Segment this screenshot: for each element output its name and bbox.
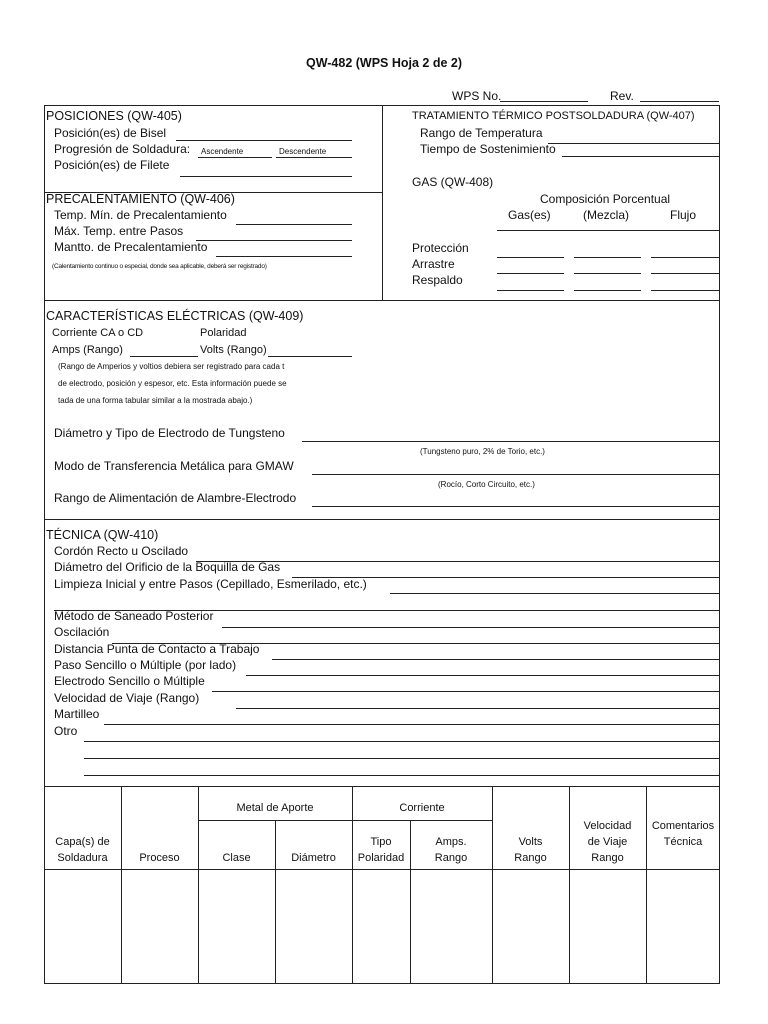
gas-backing-gases-field[interactable] xyxy=(497,290,564,291)
current-label: Corriente CA o CD xyxy=(52,327,144,339)
preheat-min-temp-label: Temp. Mín. de Precalentamiento xyxy=(54,208,227,222)
gas-heading: GAS (QW-408) xyxy=(412,175,494,189)
electrical-heading: CARACTERÍSTICAS ELÉCTRICAS (QW-409) xyxy=(46,309,304,323)
max-interpass-field[interactable] xyxy=(196,240,352,241)
gas-row-shielding: Protección xyxy=(412,241,469,255)
descending-field[interactable] xyxy=(276,157,352,158)
volts-label: Volts (Rango) xyxy=(200,344,267,356)
technique-travel-speed-field[interactable] xyxy=(212,691,719,692)
gas-backing-mix-field[interactable] xyxy=(574,290,641,291)
preheat-maintenance-field[interactable] xyxy=(216,256,352,257)
pwht-hold-time-label: Tiempo de Sostenimiento xyxy=(420,142,556,156)
amps-label: Amps (Rango) xyxy=(52,344,123,356)
divider-table xyxy=(44,786,720,787)
max-interpass-label: Máx. Temp. entre Pasos xyxy=(54,224,184,238)
rev-label: Rev. xyxy=(610,89,634,103)
table-header-speed-2: de Viaje xyxy=(587,836,628,848)
tungsten-note: (Tungsteno puro, 2% de Torio, etc.) xyxy=(420,447,545,456)
table-header-process: Proceso xyxy=(139,852,180,864)
electrical-note-line3: tada de una forma tabular similar a la mostrada abajo.) xyxy=(58,396,253,405)
technique-electrode-label: Electrodo Sencillo o Múltiple xyxy=(54,674,205,688)
technique-other-label: Otro xyxy=(54,724,78,738)
gas-shielding-flow-field[interactable] xyxy=(651,257,719,258)
table-header-layer-1: Capa(s) de xyxy=(55,836,110,848)
technique-electrode-field[interactable] xyxy=(246,675,719,676)
technique-ctwd-label: Distancia Punta de Contacto a Trabajo xyxy=(54,642,260,656)
gas-trailing-mix-field[interactable] xyxy=(574,273,641,274)
table-header-speed-3: Rango xyxy=(591,852,624,864)
wps-no-field[interactable] xyxy=(500,101,588,102)
table-header-current: Corriente xyxy=(399,802,445,814)
polarity-label: Polaridad xyxy=(200,327,247,339)
pwht-hold-time-field[interactable] xyxy=(562,156,719,157)
gas-col-flow: Flujo xyxy=(670,208,697,222)
rev-field[interactable] xyxy=(640,101,719,102)
fillet-label: Posición(es) de Filete xyxy=(54,158,170,172)
technique-cleaning-label: Limpieza Inicial y entre Pasos (Cepillado, Esmerilado, etc.) xyxy=(54,577,367,591)
technique-peening-field-2[interactable] xyxy=(104,724,719,725)
gas-shielding-mix-field[interactable] xyxy=(574,257,641,258)
gmaw-note: (Rocío, Corto Circuito, etc.) xyxy=(438,480,535,489)
technique-stringer-label: Cordón Recto u Oscilado xyxy=(54,544,189,558)
technique-oscillation-field[interactable] xyxy=(222,627,719,628)
technique-single-multi-pass-label: Paso Sencillo o Múltiple (por lado) xyxy=(54,658,237,672)
electrical-note-line2: de electrodo, posición y espesor, etc. Esta información puede se xyxy=(58,379,287,388)
wire-feed-label: Rango de Alimentación de Alambre-Electrodo xyxy=(54,491,297,505)
pwht-temp-range-label: Rango de Temperatura xyxy=(420,126,543,140)
divider-vertical-top xyxy=(382,105,383,300)
wire-feed-field[interactable] xyxy=(312,506,719,507)
preheat-note: (Calentamiento continuo o especial, donde sea aplicable, deberá ser registrado) xyxy=(52,263,267,270)
table-header-comments-1: Comentarios xyxy=(651,820,715,832)
fillet-field[interactable] xyxy=(180,176,352,177)
page-title: QW-482 (WPS Hoja 2 de 2) xyxy=(305,56,463,70)
technique-backgouging-field[interactable] xyxy=(54,610,719,611)
technique-peening-field[interactable] xyxy=(236,708,719,709)
gas-trailing-gases-field[interactable] xyxy=(497,273,564,274)
electrical-note-line1: (Rango de Amperios y voltios debiera ser registrado para cada t xyxy=(58,362,285,371)
technique-other-field-2[interactable] xyxy=(84,758,719,759)
table-body[interactable] xyxy=(45,870,719,983)
technique-ctwd-field[interactable] xyxy=(112,643,719,644)
tungsten-label: Diámetro y Tipo de Electrodo de Tungsteno xyxy=(54,426,285,440)
wps-no-label: WPS No. xyxy=(452,89,502,103)
table-header-amps-2: Rango xyxy=(434,852,468,864)
gas-trailing-flow-field[interactable] xyxy=(651,273,719,274)
gas-row-trailing: Arrastre xyxy=(412,257,455,271)
table-header-type-1: Tipo xyxy=(370,836,392,848)
gas-shielding-gases-field[interactable] xyxy=(497,257,564,258)
gas-col-gases: Gas(es) xyxy=(508,208,551,222)
gas-composition-label: Composición Porcentual xyxy=(540,192,671,206)
progression-label: Progresión de Soldadura: xyxy=(54,142,191,156)
table-header-comments-2: Técnica xyxy=(663,836,703,848)
table-header-layer-2: Soldadura xyxy=(57,852,108,864)
gmaw-label: Modo de Transferencia Metálica para GMAW xyxy=(54,459,294,473)
amps-field[interactable] xyxy=(130,356,198,357)
technique-nozzle-label: Diámetro del Orificio de la Boquilla de Gas xyxy=(54,560,281,574)
preheat-heading: PRECALENTAMIENTO (QW-406) xyxy=(46,192,235,206)
ascending-field[interactable] xyxy=(198,157,272,158)
gmaw-field[interactable] xyxy=(312,474,719,475)
table-header-volts-2: Rango xyxy=(514,852,547,864)
ascending-option[interactable]: Ascendente xyxy=(201,147,244,156)
divider-electrical xyxy=(44,300,720,301)
preheat-min-temp-field[interactable] xyxy=(236,224,352,225)
technique-cleaning-field[interactable] xyxy=(390,593,719,594)
table-header-filler-metal: Metal de Aporte xyxy=(236,802,314,814)
table-header-speed-1: Velocidad xyxy=(583,820,632,832)
tungsten-field[interactable] xyxy=(302,441,719,442)
technique-oscillation-label: Oscilación xyxy=(54,625,110,639)
table-header-amps-1: Amps. xyxy=(435,836,467,848)
preheat-maintenance-label: Mantto. de Precalentamiento xyxy=(54,240,208,254)
technique-travel-speed-label: Velocidad de Viaje (Rango) xyxy=(54,691,200,705)
pwht-heading: TRATAMIENTO TÉRMICO POSTSOLDADURA (QW-407) xyxy=(412,110,695,122)
table-subheader-rule-current xyxy=(352,820,492,821)
gas-backing-flow-field[interactable] xyxy=(651,290,719,291)
bevel-label: Posición(es) de Bisel xyxy=(54,126,167,140)
technique-heading: TÉCNICA (QW-410) xyxy=(46,528,159,542)
bevel-field[interactable] xyxy=(176,140,352,141)
table-header-class: Clase xyxy=(222,852,251,864)
technique-backgouging-label: Método de Saneado Posterior xyxy=(54,609,214,623)
technique-single-multi-pass-field[interactable] xyxy=(272,659,719,660)
pwht-temp-range-field[interactable] xyxy=(548,143,719,144)
technique-other-field[interactable] xyxy=(84,741,719,742)
technique-peening-label: Martilleo xyxy=(54,707,100,721)
table-header-type-2: Polaridad xyxy=(357,852,405,864)
gas-header-rule xyxy=(497,230,719,231)
gas-col-mix: (Mezcla) xyxy=(583,208,630,222)
technique-other-field-3[interactable] xyxy=(84,775,719,776)
divider-technique xyxy=(44,519,720,520)
table-header-diameter: Diámetro xyxy=(291,852,336,864)
table-header-volts-1: Volts xyxy=(518,836,543,848)
gas-row-backing: Respaldo xyxy=(412,273,463,287)
table-subheader-rule-filler xyxy=(198,820,352,821)
positions-heading: POSICIONES (QW-405) xyxy=(46,109,182,123)
volts-field[interactable] xyxy=(268,356,352,357)
descending-option[interactable]: Descendente xyxy=(279,147,327,156)
